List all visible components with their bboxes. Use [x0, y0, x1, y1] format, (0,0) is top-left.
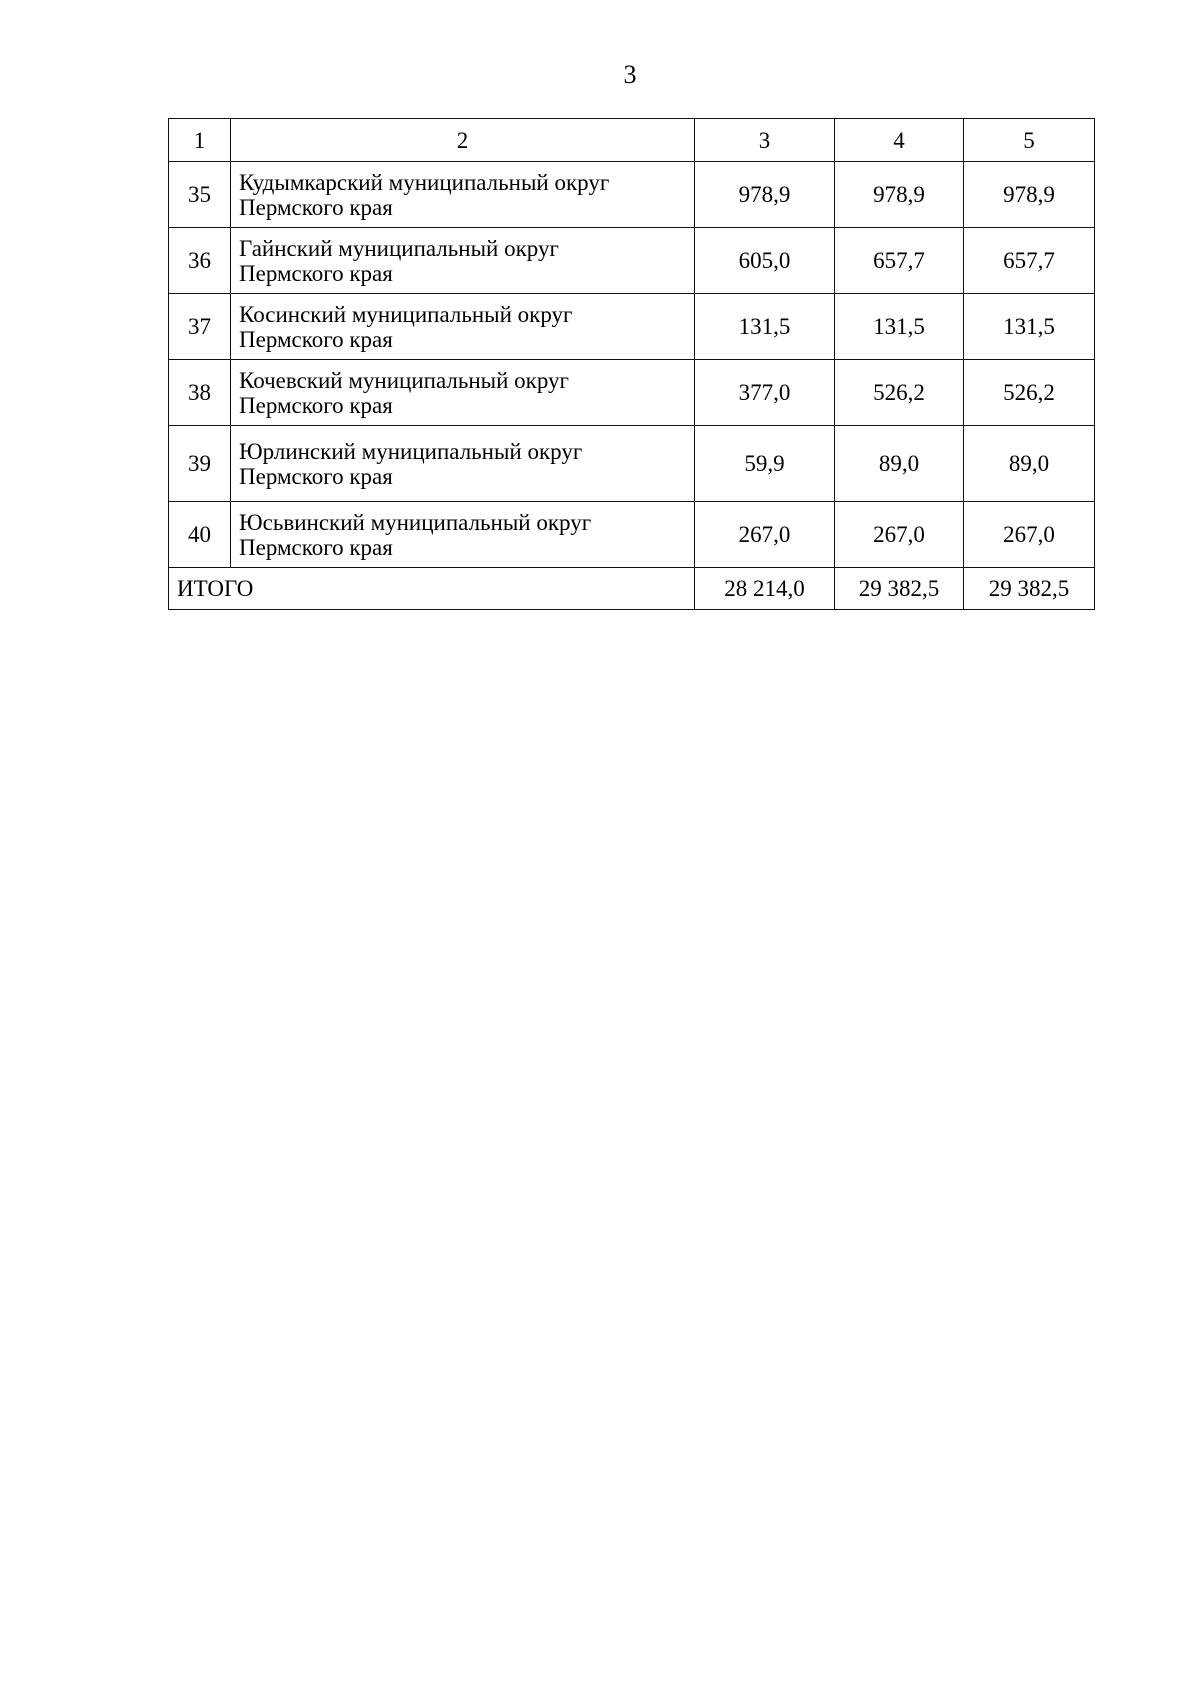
- row-number: 35: [169, 162, 231, 228]
- total-label: ИТОГО: [169, 568, 695, 610]
- header-cell-4: 4: [835, 119, 964, 162]
- table-row: [169, 294, 1095, 360]
- value-col-5: 657,7: [964, 228, 1095, 294]
- table-row: [169, 426, 1095, 502]
- name-line-1: Гайнский муниципальный округ: [239, 235, 559, 261]
- name-line-2: Пермского края: [239, 392, 393, 418]
- value-col-3: 978,9: [695, 162, 835, 228]
- total-col-4: 29 382,5: [835, 568, 964, 610]
- row-number: 36: [169, 228, 231, 294]
- value-col-5: 89,0: [964, 426, 1095, 502]
- table-row: [169, 162, 1095, 228]
- value-col-4: 131,5: [835, 294, 964, 360]
- value-col-4: 267,0: [835, 502, 964, 568]
- table-row: [169, 360, 1095, 426]
- row-number: 39: [169, 426, 231, 502]
- row-number: 37: [169, 294, 231, 360]
- value-col-3: 267,0: [695, 502, 835, 568]
- name-line-1: Юрлинский муниципальный округ: [239, 438, 583, 464]
- header-cell-3: 3: [695, 119, 835, 162]
- name-line-1: Кочевский муниципальный округ: [239, 367, 569, 393]
- municipality-name: [231, 426, 695, 502]
- value-col-4: 978,9: [835, 162, 964, 228]
- value-col-4: 526,2: [835, 360, 964, 426]
- name-line-1: Косинский муниципальный округ: [239, 301, 573, 327]
- header-cell-5: 5: [964, 119, 1095, 162]
- name-line-2: Пермского края: [239, 194, 393, 220]
- header-cell-1: 1: [169, 119, 231, 162]
- data-table: [168, 118, 1095, 610]
- total-col-3: 28 214,0: [695, 568, 835, 610]
- value-col-4: 657,7: [835, 228, 964, 294]
- value-col-5: 267,0: [964, 502, 1095, 568]
- value-col-5: 131,5: [964, 294, 1095, 360]
- name-line-2: Пермского края: [239, 534, 393, 560]
- row-number: 40: [169, 502, 231, 568]
- municipality-name: [231, 228, 695, 294]
- row-number: 38: [169, 360, 231, 426]
- total-col-5: 29 382,5: [964, 568, 1095, 610]
- municipality-name: [231, 502, 695, 568]
- municipality-name: [231, 294, 695, 360]
- value-col-5: 978,9: [964, 162, 1095, 228]
- value-col-3: 605,0: [695, 228, 835, 294]
- page-number: 3: [623, 60, 637, 89]
- table-header-row: [169, 119, 1095, 162]
- name-line-2: Пермского края: [239, 326, 393, 352]
- municipality-name: [231, 360, 695, 426]
- value-col-3: 377,0: [695, 360, 835, 426]
- total-row: [169, 568, 1095, 610]
- name-line-2: Пермского края: [239, 463, 393, 489]
- name-line-2: Пермского края: [239, 260, 393, 286]
- value-col-3: 59,9: [695, 426, 835, 502]
- table-row: [169, 502, 1095, 568]
- table-row: [169, 228, 1095, 294]
- header-cell-2: 2: [231, 119, 695, 162]
- value-col-5: 526,2: [964, 360, 1095, 426]
- municipality-name: [231, 162, 695, 228]
- value-col-3: 131,5: [695, 294, 835, 360]
- value-col-4: 89,0: [835, 426, 964, 502]
- name-line-1: Кудымкарский муниципальный округ: [239, 169, 610, 195]
- name-line-1: Юсьвинский муниципальный округ: [239, 509, 592, 535]
